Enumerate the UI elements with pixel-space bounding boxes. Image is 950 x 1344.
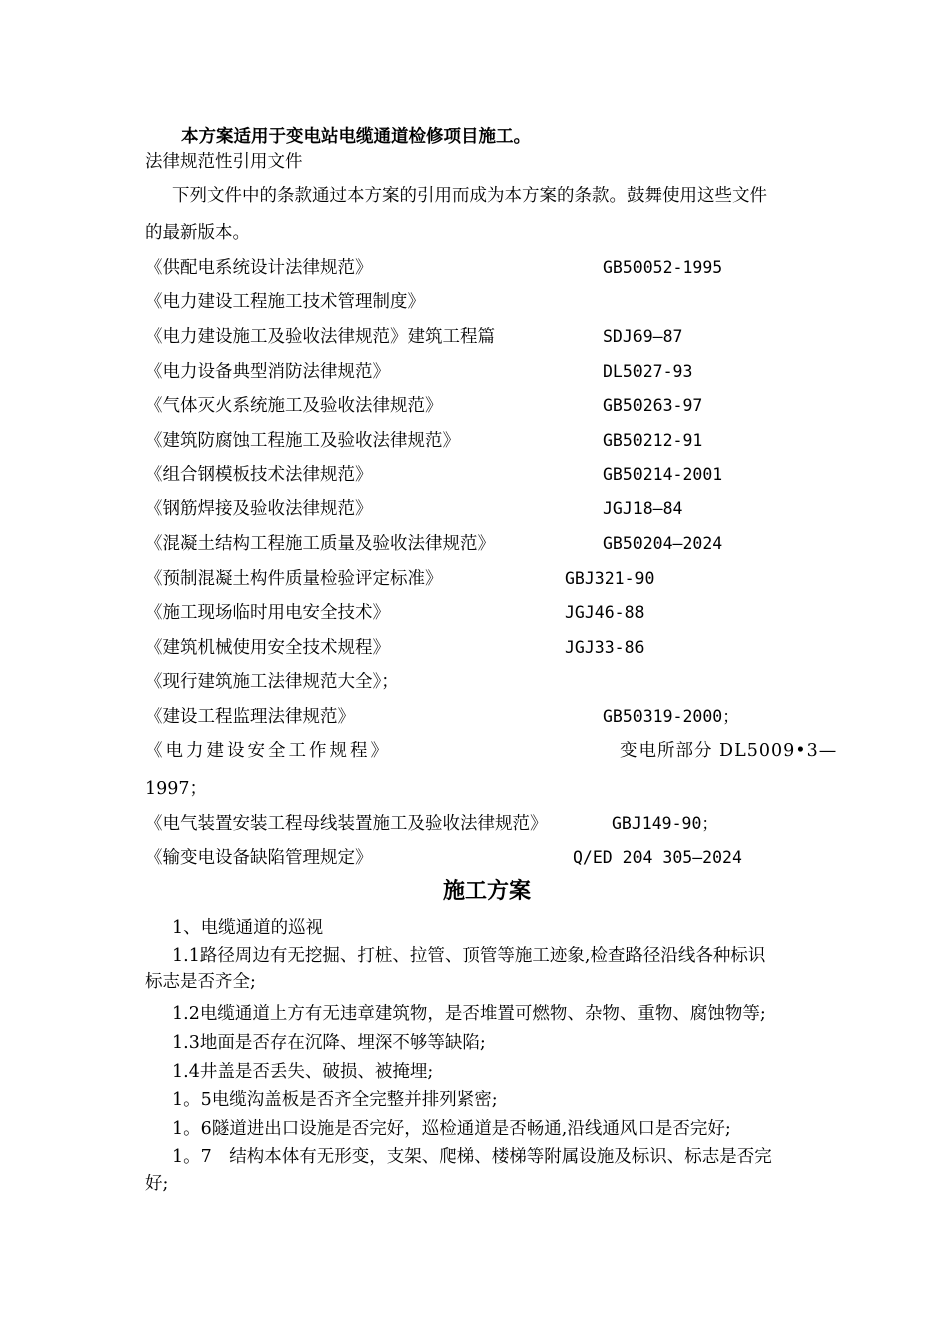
- reference-title: 《建筑防腐蚀工程施工及验收法律规范》: [145, 431, 460, 451]
- references-intro-line-1: 下列文件中的条款通过本方案的引用而成为本方案的条款。鼓舞使用这些文件: [172, 186, 767, 206]
- reference-code: JGJ33-86: [565, 638, 645, 657]
- reference-title: 《现行建筑施工法律规范大全》；: [145, 672, 399, 692]
- reference-title: 《输变电设备缺陷管理规定》: [145, 848, 373, 868]
- reference-title: 《建筑机械使用安全技术规程》: [145, 638, 390, 658]
- reference-title: 《电力设备典型消防法律规范》: [145, 362, 390, 382]
- reference-title: 《电气装置安装工程母线装置施工及验收法律规范》: [145, 814, 548, 834]
- inspection-item: 1.1路径周边有无挖掘、打桩、拉管、顶管等施工迹象,检查路径沿线各种标识: [172, 946, 766, 966]
- reference-code: GB50319-2000；: [603, 707, 739, 726]
- inspection-item: 1。7 结构本体有无形变，支架、爬梯、楼梯等附属设施及标识、标志是否完: [172, 1147, 772, 1167]
- reference-title: 《电力建设工程施工技术管理制度》: [145, 292, 425, 312]
- section-heading: 施工方案: [443, 879, 532, 904]
- reference-code: GBJ149-90；: [612, 814, 718, 833]
- references-heading: 法律规范性引用文件: [145, 152, 303, 172]
- reference-title: 1997；: [145, 779, 208, 799]
- inspection-item: 1.2电缆通道上方有无违章建筑物，是否堆置可燃物、杂物、重物、腐蚀物等;: [172, 1004, 766, 1024]
- references-intro-line-2: 的最新版本。: [145, 223, 250, 243]
- reference-title: 《电力建设施工及验收法律规范》建筑工程篇: [145, 327, 495, 347]
- reference-code: GB50204—2024: [603, 534, 723, 553]
- subsection-title: 1、电缆通道的巡视: [172, 918, 324, 938]
- reference-code: JGJ18—84: [603, 499, 683, 518]
- reference-code: SDJ69—87: [603, 327, 683, 346]
- reference-code: GB50214-2001: [603, 465, 723, 484]
- reference-title: 《预制混凝土构件质量检验评定标准》: [145, 569, 443, 589]
- reference-title: 《钢筋焊接及验收法律规范》: [145, 499, 373, 519]
- reference-title: 《组合钢模板技术法律规范》: [145, 465, 373, 485]
- inspection-item: 1。6隧道进出口设施是否完好，巡检通道是否畅通,沿线通风口是否完好;: [172, 1119, 731, 1139]
- inspection-item: 1。5电缆沟盖板是否齐全完整并排列紧密;: [172, 1090, 498, 1110]
- reference-title: 《混凝土结构工程施工质量及验收法律规范》: [145, 534, 495, 554]
- inspection-item-continued: 好;: [145, 1174, 169, 1194]
- reference-code: GB50212-91: [603, 431, 703, 450]
- reference-code: GB50052-1995: [603, 258, 723, 277]
- inspection-item-continued: 标志是否齐全;: [145, 972, 256, 992]
- reference-code: GBJ321-90: [565, 569, 655, 588]
- reference-title: 《施工现场临时用电安全技术》: [145, 603, 390, 623]
- scope-statement: 本方案适用于变电站电缆通道检修项目施工。: [181, 127, 531, 147]
- reference-title: 《供配电系统设计法律规范》: [145, 258, 373, 278]
- inspection-item: 1.4井盖是否丢失、破损、被掩埋;: [172, 1062, 434, 1082]
- inspection-item: 1.3地面是否存在沉降、埋深不够等缺陷;: [172, 1033, 486, 1053]
- reference-title: 《建设工程监理法律规范》: [145, 707, 355, 727]
- reference-title: 《气体灭火系统施工及验收法律规范》: [145, 396, 443, 416]
- reference-code: 变电所部分 DL5009•3—: [620, 741, 838, 761]
- reference-code: JGJ46-88: [565, 603, 645, 622]
- reference-code: DL5027-93: [603, 362, 693, 381]
- reference-code: GB50263-97: [603, 396, 703, 415]
- reference-code: Q/ED 204 305—2024: [573, 848, 742, 867]
- reference-title: 《电力建设安全工作规程》: [145, 741, 391, 761]
